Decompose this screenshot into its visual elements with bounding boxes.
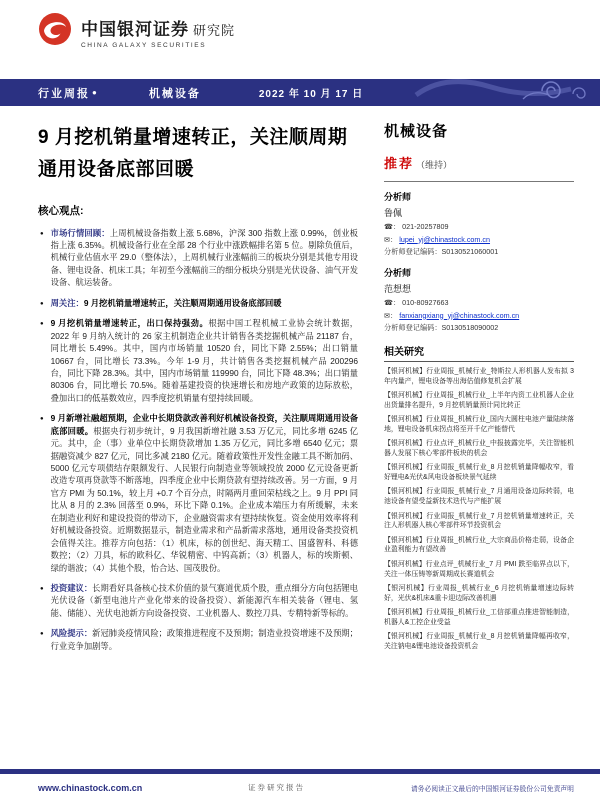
related-research-item: 【银河机械】行业周报_机械行业_上半年内资工业机器人企业出货量排名提升，9 月挖机销量预计同比转正	[384, 392, 574, 409]
related-research-item: 【银河机械】行业周报_机械行业_8 月挖机销量降幅收窄，看好锂电&光伏&风电设备板块景气延续	[384, 464, 574, 482]
related-research-item: 【银河机械】行业周报_机械行业_特斯拉人形机器人发布拟 3 年内量产，锂电设备等出海估值修复机会扩展	[384, 368, 574, 385]
bullet-body: 根据央行初步统计，9 月我国新增社融 3.53 万亿元，同比多增 6245 亿元。其中，企（事）业单位中长期贷款增加 1.35 万亿元，同比多增 6540 亿元；票据融资减少 827 亿元，同比多减 2180 亿元。随着政策性开发性金融工具不断加码、5000 亿元专项债结存限额发行、人民银行向制造业等领域投放 2000 亿元设备更新改造专项再贷款等不断落地，四季度企业中长期贷款有望持续改善。另一方面，9 月官方 PMI 为 50.1%，较上月 +0.7 个百分点，时隔两月重回荣枯线之上。9 月 PPI 同比从 8 月的 2.3% 回落至 0.9%，环比下降 0.1%。企业成本端压力有所缓解，未来在制造业利好和建设投资的带动下，企业融资需求有望持续恢复。资金使用效率将利好机械设备投资。近期数据显示，制造业需求和产品新需求落地，通用设备类投资机会值得关注。推荐方向包括：（1）机床，标的创世纪、海天精工、国盛智科、科德数控；（2）刀具，标的欧科亿、华锐精密、中钨高新；（3）机器人，标的埃斯顿、绿的谐波；（4）其他个股，怡合达、国茂股份。	[50, 425, 358, 573]
related-research-list	[384, 367, 574, 652]
core-view-label: 核心观点:	[38, 204, 84, 217]
analyst-cert: 分析师登记编码：S0130518090002	[384, 323, 499, 332]
sidebar-divider	[384, 181, 574, 182]
decorative-swirl-icon	[411, 79, 596, 106]
analyst-email-link[interactable]: lupei_yj@chinastock.com.cn	[399, 234, 491, 244]
footer	[0, 782, 600, 793]
header-industry-label: 机械设备	[148, 87, 201, 100]
bullet-text	[51, 412, 358, 574]
bullet-marker-icon: ●	[40, 631, 44, 638]
phone-icon: ☎：	[384, 298, 401, 307]
analyst-label: 分析师	[384, 268, 412, 278]
brand-name-en: CHINA GALAXY SECURITIES	[81, 41, 207, 49]
bullet-body: 根据中国工程机械工业协会统计数据，2022 年 9 月纳入统计的 26 家主机制造企业共计销售各类挖掘机械产品 21187 台，同比增长 5.49%。其中，国内市场销量 10520 台，同比下降 2.55%；出口销量 10667 台，同比增长 73.3%。今年 1-9 月，共计销售各类挖掘机械产品 200296 台，同比下降 28.3%。其中，国内市场销量 119990 台，同比下降 48.3%；出口销量 80306 台，同比增长 70.5%。随着基建投资的快速增长和房地产政策的边际放松，叠加出口的低基数效应，四季度挖机销量有望持续回暖。	[50, 318, 358, 403]
brand-dept: 研究院	[193, 22, 236, 38]
phone-icon: ☎：	[384, 222, 401, 231]
related-research-item: 【银河机械】行业周报_机械行业_工信部重点推进智能制造，机器人&工控企业受益	[384, 608, 574, 626]
bullet-lead-bold: 9 月挖机销量增速转正，关注顺周期通用设备底部回暖	[83, 297, 282, 308]
main-column	[38, 120, 374, 660]
related-research-title: 相关研究	[384, 343, 574, 362]
analyst-name: 范想想	[384, 284, 412, 294]
related-research-item: 【银河机械】行业周报_机械行业_6 月挖机销量增速边际转好，光伏&机床&重卡迎边际改善机遇	[384, 584, 574, 602]
report-date: 2022 年 10 月 17 日	[258, 89, 364, 100]
footer-website-link[interactable]: www.chinastock.com.cn	[38, 782, 143, 793]
bullet-marker-icon: ●	[40, 585, 44, 592]
sidebar	[374, 120, 574, 660]
analyst-label: 分析师	[384, 192, 412, 202]
analyst-phone-row	[384, 298, 574, 308]
related-research-item: 【银河机械】行业周报_机械行业_7 月通用设备边际转弱，电池设备有望受益新技术迭代与产能扩展	[384, 488, 574, 506]
bullet-point	[38, 412, 358, 574]
brand-text	[81, 15, 235, 49]
bullet-point	[38, 582, 358, 619]
related-research-item: 【银河机械】行业点评_机械行业_中报披露完毕，关注智能机器人发展下核心零部件板块的机会	[384, 440, 574, 458]
bullet-list	[38, 227, 358, 653]
footer-report-type: 证券研究报告	[248, 783, 306, 792]
report-type-label: 行业周报	[38, 87, 90, 100]
email-icon: ✉：	[384, 310, 398, 320]
bullet-point	[38, 627, 358, 652]
related-research-item: 【银河机械】行业点评_机械行业_7 月 PMI 跌至临界点以下，关注一体压铸等新周期成长赛道机会	[384, 560, 574, 578]
report-title	[38, 122, 358, 187]
bullet-text	[51, 317, 358, 404]
analyst-phone: 010-80927663	[402, 298, 449, 307]
analyst-name: 鲁佩	[384, 208, 403, 218]
analyst-phone-row	[384, 222, 574, 232]
analyst-list	[384, 190, 574, 333]
bullet-marker-icon: ●	[40, 300, 44, 307]
analyst-cert: 分析师登记编码：S0130521060001	[384, 247, 499, 256]
bullet-point	[38, 297, 358, 309]
footer-disclaimer: 请务必阅读正文最后的中国银河证券股份公司免责声明	[410, 785, 574, 793]
bullet-lead-bold: 9 月新增社融超预期，企业中长期贷款改善利好机械设备投资，关注顺周期通用设备底部回暖。	[50, 413, 358, 436]
content-area	[0, 106, 600, 660]
brand-name-cn	[81, 15, 235, 40]
report-title-line1: 9 月挖机销量增速转正，关注顺周期	[38, 127, 348, 148]
bullet-marker-icon: ●	[40, 230, 44, 237]
header-dot-icon: ●	[92, 88, 97, 97]
bullet-body: 新冠肺炎疫情风险；政策推进程度不及预期；制造业投资增速不及预期；行业竞争加剧等。	[50, 628, 358, 651]
bullet-text	[51, 227, 358, 289]
bullet-point	[38, 317, 358, 404]
header-bar	[0, 79, 600, 106]
analyst-block	[384, 266, 574, 333]
report-title-line2: 通用设备底部回暖	[38, 159, 195, 181]
analyst-block	[384, 190, 574, 257]
brand-name: 中国银河证券	[81, 19, 189, 39]
bullet-marker-icon: ●	[40, 321, 44, 328]
bullet-lead-navy: 风险提示：	[50, 628, 93, 639]
bullet-lead-navy: 周关注：	[50, 297, 84, 308]
galaxy-logo-icon	[38, 12, 72, 51]
sidebar-industry: 机械设备	[384, 123, 449, 140]
bullet-lead-navy: 市场行情回顾：	[50, 227, 110, 238]
brand-header	[0, 0, 600, 51]
related-research-item: 【银河机械】行业周报_机械行业_国内大圆柱电池产量陆续落地，锂电设备机床拐点将至开千亿产能替代	[384, 416, 574, 433]
bullet-body: 长期看好具备核心技术价值的景气赛道优质个股，重点细分方向包括锂电光伏设备（新型电池片产业化带来的设备投资）、新能源汽车相关装备（锂电、氢能、储能）、光伏电池新方向设备投资、工业机器人、数控刀具、专精特新等标的。	[50, 582, 358, 618]
rating-badge: 推荐	[384, 156, 415, 171]
rating-row	[384, 153, 574, 173]
rating-maintain: （维持）	[416, 160, 453, 170]
footer-strip	[0, 769, 600, 774]
bullet-point	[38, 227, 358, 289]
analyst-phone: 021-20257809	[402, 222, 449, 231]
related-research-item: 【银河机械】行业周报_机械行业_8 月挖机销量降幅再收窄，关注钠电&锂电池设备投资机会	[384, 633, 574, 650]
analyst-email-link[interactable]: fanxiangxiang_yj@chinastock.com.cn	[399, 310, 520, 320]
analyst-email-row	[384, 235, 574, 245]
bullet-lead-navy: 投资建议：	[50, 582, 93, 593]
analyst-email-row	[384, 311, 574, 321]
bullet-marker-icon: ●	[40, 416, 44, 423]
email-icon: ✉：	[384, 234, 398, 244]
bullet-lead-bold: 9 月挖机销量增速转正，出口保持强劲。	[50, 318, 209, 329]
bullet-text	[51, 297, 282, 309]
bullet-body: 上周机械设备指数上涨 5.68%，沪深 300 指数上涨 0.99%，创业板指上涨 6.35%。机械设备行业在全部 28 个行业中涨跌幅排名第 5 位。剔除负值后，机械行业估值水平 29.0（整体法），上周机械行业涨幅前三的板块分别是其他专用设备、锂电设备、机床工具；年初至今涨幅前三的细分板块分别是光伏设备、油气开发设备、航运装备。	[50, 227, 358, 288]
related-research-item: 【银河机械】行业周报_机械行业_7 月挖机销量增速转正，关注人形机器人核心零部件环节投资机会	[384, 512, 574, 530]
bullet-text	[51, 627, 358, 652]
bullet-text	[51, 582, 358, 619]
related-research-item: 【银河机械】行业周报_机械行业_大宗商品价格走弱，设备企业盈利能力有望改善	[384, 536, 574, 554]
